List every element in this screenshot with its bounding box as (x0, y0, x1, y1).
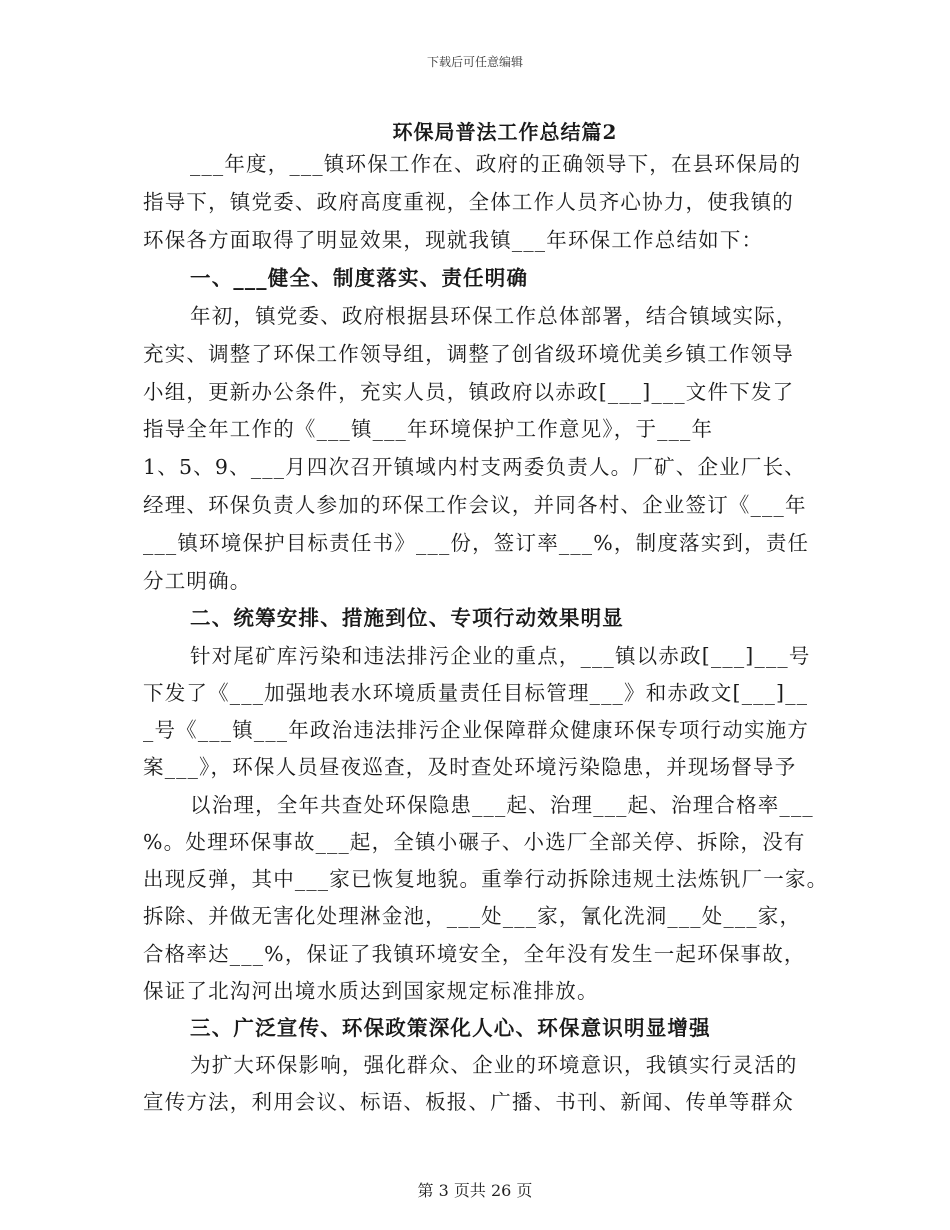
body-line: 以治理，全年共查处环保隐患___起、治理___起、治理合格率___ (190, 793, 814, 817)
body-line: _号《___镇___年政治违法排污企业保障群众健康环保专项行动实施方 (143, 718, 810, 742)
body-line: 1、5、9、___月四次召开镇域内村支两委负责人。厂矿、企业厂长、 (143, 455, 806, 479)
body-line: 指导下，镇党委、政府高度重视，全体工作人员齐心协力，使我镇的 (143, 190, 794, 214)
header-note: 下载后可任意编辑 (426, 55, 523, 69)
body-line: 年初，镇党委、政府根据县环保工作总体部署，结合镇域实际， (190, 304, 798, 328)
body-line: 案___》，环保人员昼夜巡查，及时查处环境污染隐患，并现场督导予 (143, 755, 797, 779)
body-line: 下发了《___加强地表水环境质量责任目标管理___》和赤政文[___]__ (143, 681, 809, 705)
body-line: 经理、环保负责人参加的环保工作会议，并同各村、企业签订《___年 (143, 493, 807, 517)
body-line: 保证了北沟河出境水质达到国家规定标准排放。 (143, 979, 599, 1003)
section-heading-3: 三、广泛宣传、环保政策深化人心、环保意识明显增强 (190, 1016, 711, 1040)
page-number: 第 3 页共 26 页 (417, 1181, 533, 1200)
body-line: ___镇环境保护目标责任书》___份，签订率___%，制度落实到，责任 (143, 531, 810, 555)
body-line: 分工明确。 (143, 569, 252, 593)
body-line: 出现反弹，其中___家已恢复地貌。重拳行动拆除违规土法炼钒厂一家。 (143, 867, 829, 891)
section-heading-2: 二、统筹安排、措施到位、专项行动效果明显 (190, 606, 624, 630)
body-line: 为扩大环保影响，强化群众、企业的环境意识，我镇实行灵活的 (190, 1053, 798, 1077)
body-line: 环保各方面取得了明显效果，现就我镇___年环保工作总结如下： (143, 228, 764, 252)
section-heading-1: 一、___健全、制度落实、责任明确 (190, 266, 529, 290)
body-line: 充实、调整了环保工作领导组，调整了创省级环境优美乡镇工作领导 (143, 342, 794, 366)
body-line: ___年度，___镇环保工作在、政府的正确领导下，在县环保局的 (190, 152, 802, 176)
document-title: 环保局普法工作总结篇2 (392, 120, 618, 144)
body-line: %。处理环保事故___起，全镇小碾子、小选厂全部关停、拆除，没有 (143, 830, 806, 854)
body-line: 针对尾矿库污染和违法排污企业的重点，___镇以赤政[___]___号 (190, 644, 811, 668)
body-line: 拆除、并做无害化处理淋金池，___处___家，氰化洗洞___处___家， (143, 904, 802, 928)
body-line: 指导全年工作的《___镇___年环境保护工作意见》，于___年 (143, 417, 714, 441)
body-line: 合格率达___%，保证了我镇环境安全，全年没有发生一起环保事故， (143, 942, 806, 966)
body-line: 小组，更新办公条件，充实人员，镇政府以赤政[___]___文件下发了 (143, 380, 795, 404)
body-line: 宣传方法，利用会议、标语、板报、广播、书刊、新闻、传单等群众 (143, 1090, 794, 1114)
